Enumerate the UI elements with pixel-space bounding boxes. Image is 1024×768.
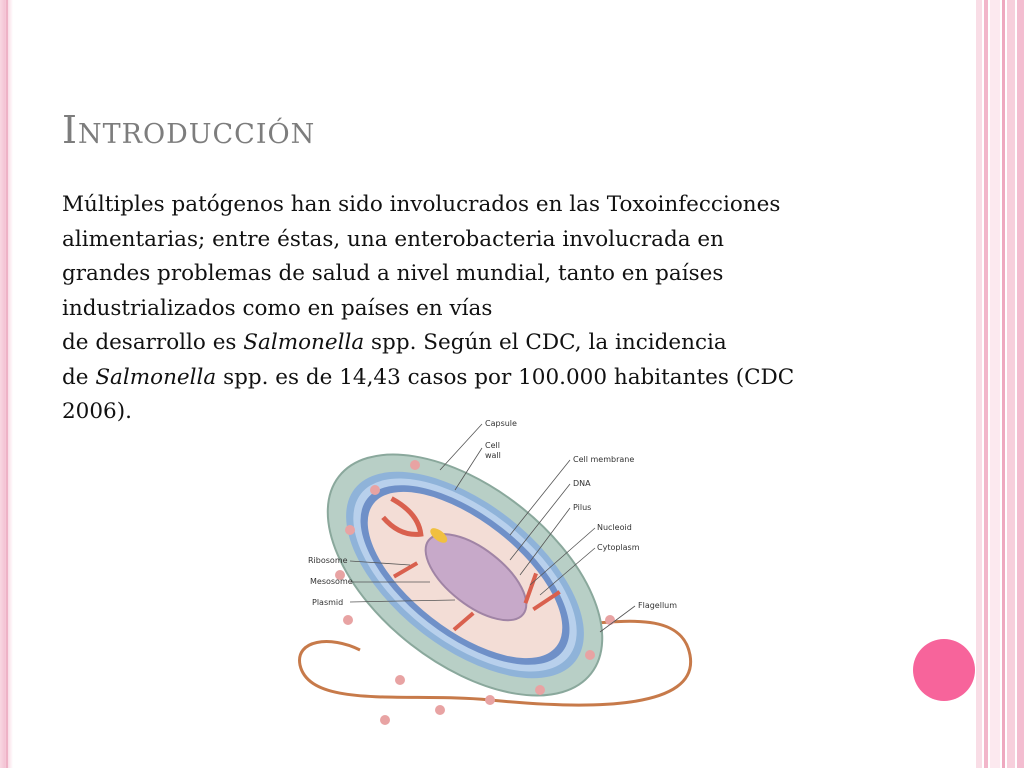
right-decorative-stripes (976, 0, 1024, 768)
paragraph-line-6: de Salmonella spp. es de 14,43 casos por 100.000 habitantes (CDC (62, 364, 795, 390)
label-cell-wall-1: Cell (485, 441, 500, 450)
label-ribosome: Ribosome (308, 556, 348, 565)
label-dna: DNA (573, 479, 591, 488)
bacterium-diagram (290, 410, 710, 730)
paragraph-line-7: 2006). (62, 399, 132, 424)
label-nucleoid: Nucleoid (597, 523, 632, 532)
label-plasmid: Plasmid (312, 598, 344, 607)
paragraph-line-3: grandes problemas de salud a nivel mundial, tanto en países (62, 261, 724, 286)
pink-circle-decoration (913, 639, 975, 701)
slide-title: Introducción (62, 108, 316, 152)
label-mesosome: Mesosome (310, 577, 353, 586)
paragraph-line-2: alimentarias; entre éstas, una enterobacteria involucrada en (62, 226, 724, 252)
salmonella-italic: Salmonella (95, 364, 217, 390)
salmonella-italic: Salmonella (243, 330, 365, 355)
paragraph-line-5: de desarrollo es Salmonella spp. Según el CDC, la incidencia (62, 330, 727, 355)
paragraph-line-4: industrializados como en países en vías (62, 295, 493, 321)
label-cytoplasm: Cytoplasm (597, 543, 640, 552)
left-decorative-bar (0, 0, 13, 768)
label-pilus: Pilus (573, 503, 592, 512)
paragraph-line-1: Múltiples patógenos han sido involucrados en las Toxoinfecciones (62, 192, 781, 217)
label-cell-membrane: Cell membrane (573, 455, 635, 464)
label-cell-wall-2: wall (485, 451, 501, 460)
label-flagellum: Flagellum (638, 601, 678, 610)
slide-paragraph (62, 188, 942, 430)
label-capsule: Capsule (485, 419, 517, 428)
